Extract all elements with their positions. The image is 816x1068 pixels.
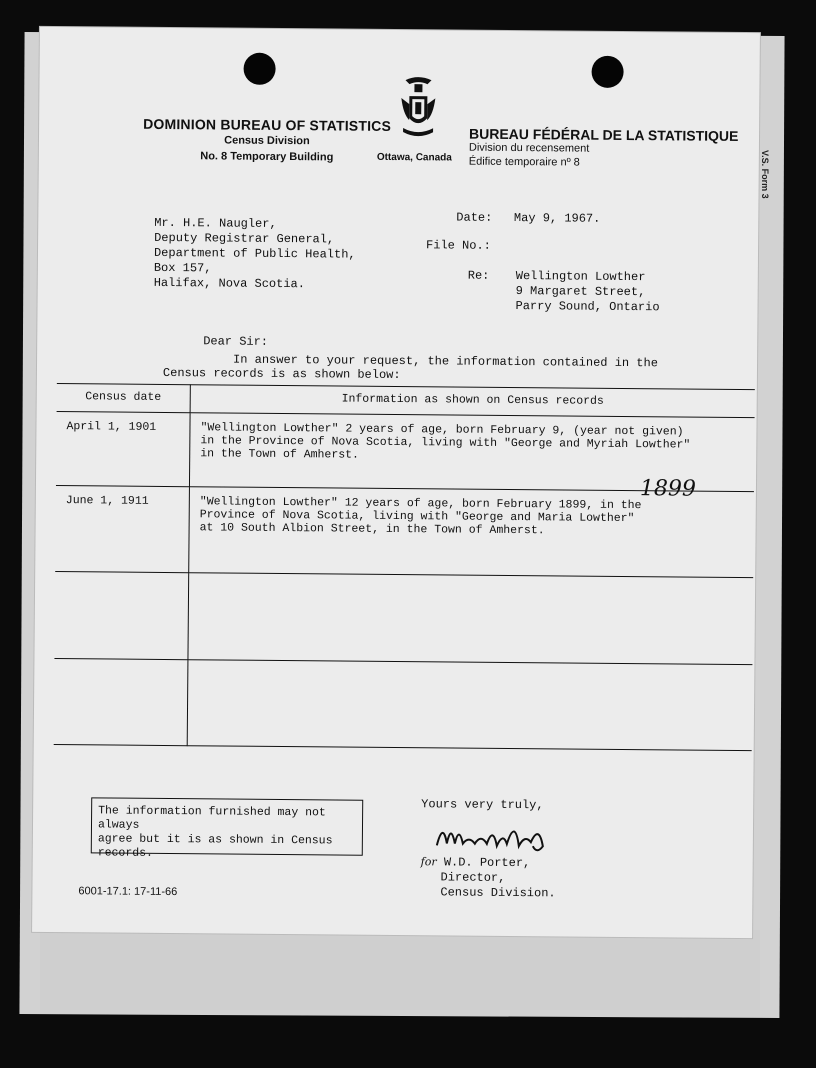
date-line <box>456 211 600 226</box>
re-line: Parry Sound, Ontario <box>515 299 660 315</box>
salutation: Dear Sir: <box>203 334 269 349</box>
division-fr: Division du recensement <box>468 141 590 155</box>
empty-cell <box>188 573 753 664</box>
header-french <box>469 127 739 171</box>
information-line: in the Town of Amherst. <box>200 447 360 463</box>
census-date-cell: June 1, 1911 <box>55 486 189 573</box>
per-mark: for <box>420 855 437 869</box>
date-label: Date: <box>456 210 493 225</box>
information-line: at 10 South Albion Street, in the Town of Amherst. <box>199 521 545 538</box>
information-line: "Wellington Lowther" 12 years of age, born February 1899, in the <box>199 495 642 513</box>
signatory-division: Census Division. <box>440 885 556 901</box>
addressee-line: Box 157, <box>153 260 212 276</box>
header-english <box>143 116 391 166</box>
addressee-line: Department of Public Health, <box>153 245 356 262</box>
file-number-label: File No.: <box>426 238 491 253</box>
punch-hole <box>243 53 275 85</box>
intro-line: In answer to your request, the information contained in the <box>233 352 658 371</box>
org-name-en: DOMINION BUREAU OF STATISTICS <box>143 115 392 134</box>
empty-cell <box>54 658 188 745</box>
form-number: 6001-17.1: 17-11-66 <box>78 885 178 899</box>
column-header-information: Information as shown on Census records <box>190 385 755 418</box>
re-label: Re: <box>467 268 490 283</box>
intro-line: Census records is as shown below: <box>162 365 401 383</box>
empty-cell <box>54 572 188 659</box>
addressee-line: Halifax, Nova Scotia. <box>153 275 306 292</box>
census-date-cell: April 1, 1901 <box>56 412 190 487</box>
punch-hole <box>591 56 623 88</box>
city: Ottawa, Canada <box>376 151 452 164</box>
disclaimer-line: records. <box>97 846 154 860</box>
coat-of-arms-icon <box>397 74 440 146</box>
date-value: May 9, 1967. <box>513 211 601 226</box>
information-line: "Wellington Lowther" 2 years of age, born February 9, (year not given) <box>200 421 684 439</box>
table-row-empty <box>54 572 753 664</box>
information-line: Province of Nova Scotia, living with "George and Maria Lowther" <box>199 508 635 526</box>
disclaimer-line: agree but it is as shown in Census <box>97 832 333 848</box>
addressee-line: Mr. H.E. Naugler, <box>154 215 277 231</box>
handwritten-year-note: 1899 <box>639 476 697 502</box>
table-row-empty <box>54 658 753 750</box>
signatory-title: Director, <box>440 870 506 885</box>
letter-page <box>32 27 760 938</box>
re-line: Wellington Lowther <box>515 269 646 285</box>
census-records-table <box>54 383 755 751</box>
information-line: in the Province of Nova Scotia, living with "George and Myriah Lowther" <box>200 434 691 452</box>
disclaimer-line: The information furnished may not always <box>97 804 326 832</box>
side-form-label: V.S. Form 3 <box>760 150 770 199</box>
disclaimer-box <box>91 797 363 860</box>
division-en: Census Division <box>224 134 310 148</box>
addressee-line: Deputy Registrar General, <box>154 230 335 247</box>
signatory-name: W.D. Porter, <box>443 855 531 871</box>
column-header-census-date: Census date <box>57 384 191 414</box>
underlying-document-bottom <box>40 930 760 1010</box>
empty-cell <box>187 659 752 750</box>
building-en: No. 8 Temporary Building <box>200 150 334 164</box>
addressee-block <box>154 216 356 293</box>
org-name-fr: BUREAU FÉDÉRAL DE LA STATISTIQUE <box>468 125 739 144</box>
re-line: 9 Margaret Street, <box>515 284 646 300</box>
handwritten-signature <box>433 815 563 856</box>
re-subject <box>515 269 659 315</box>
building-fr: Édifice temporaire nº 8 <box>468 155 580 169</box>
valediction: Yours very truly, <box>421 797 544 813</box>
